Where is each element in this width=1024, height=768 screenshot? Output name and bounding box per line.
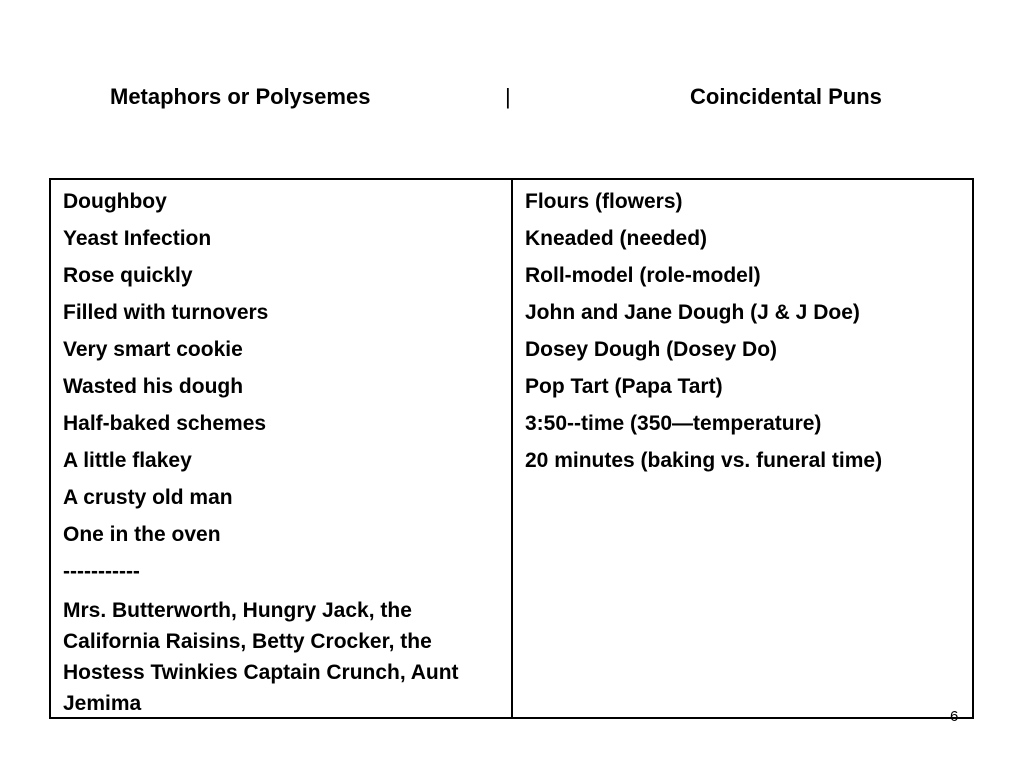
column-heading-metaphors: Metaphors or Polysemes <box>110 84 371 109</box>
pun-item: Kneaded (needed) <box>525 227 708 250</box>
pun-item: Pop Tart (Papa Tart) <box>525 375 723 398</box>
pun-item: Dosey Dough (Dosey Do) <box>525 338 778 361</box>
metaphor-item: A little flakey <box>63 449 192 472</box>
metaphor-item: Very smart cookie <box>63 338 243 361</box>
page-number: 6 <box>950 708 959 725</box>
metaphor-item: Yeast Infection <box>63 227 212 250</box>
metaphor-item: One in the oven <box>63 523 221 546</box>
pun-item: John and Jane Dough (J & J Doe) <box>525 301 860 324</box>
metaphors-column <box>51 180 513 717</box>
metaphor-item: A crusty old man <box>63 486 233 509</box>
comparison-table <box>49 178 974 719</box>
divider-dashes: ----------- <box>63 560 140 583</box>
brand-characters-item: Mrs. Butterworth, Hungry Jack, the California Raisins, Betty Crocker, the Hostess Twinkies Captain Crunch, Aunt Jemima <box>63 599 459 715</box>
puns-column <box>513 180 972 717</box>
pun-item: 20 minutes (baking vs. funeral time) <box>525 449 883 472</box>
metaphor-item: Wasted his dough <box>63 375 244 398</box>
pun-item: Flours (flowers) <box>525 190 683 213</box>
metaphor-item: Half-baked schemes <box>63 412 267 435</box>
metaphor-item: Rose quickly <box>63 264 193 287</box>
metaphor-item: Filled with turnovers <box>63 301 269 324</box>
column-heading-puns: Coincidental Puns <box>690 84 882 109</box>
metaphor-item: Doughboy <box>63 190 167 213</box>
heading-separator: | <box>505 84 511 109</box>
pun-item: Roll-model (role-model) <box>525 264 761 287</box>
pun-item: 3:50--time (350—temperature) <box>525 412 822 435</box>
